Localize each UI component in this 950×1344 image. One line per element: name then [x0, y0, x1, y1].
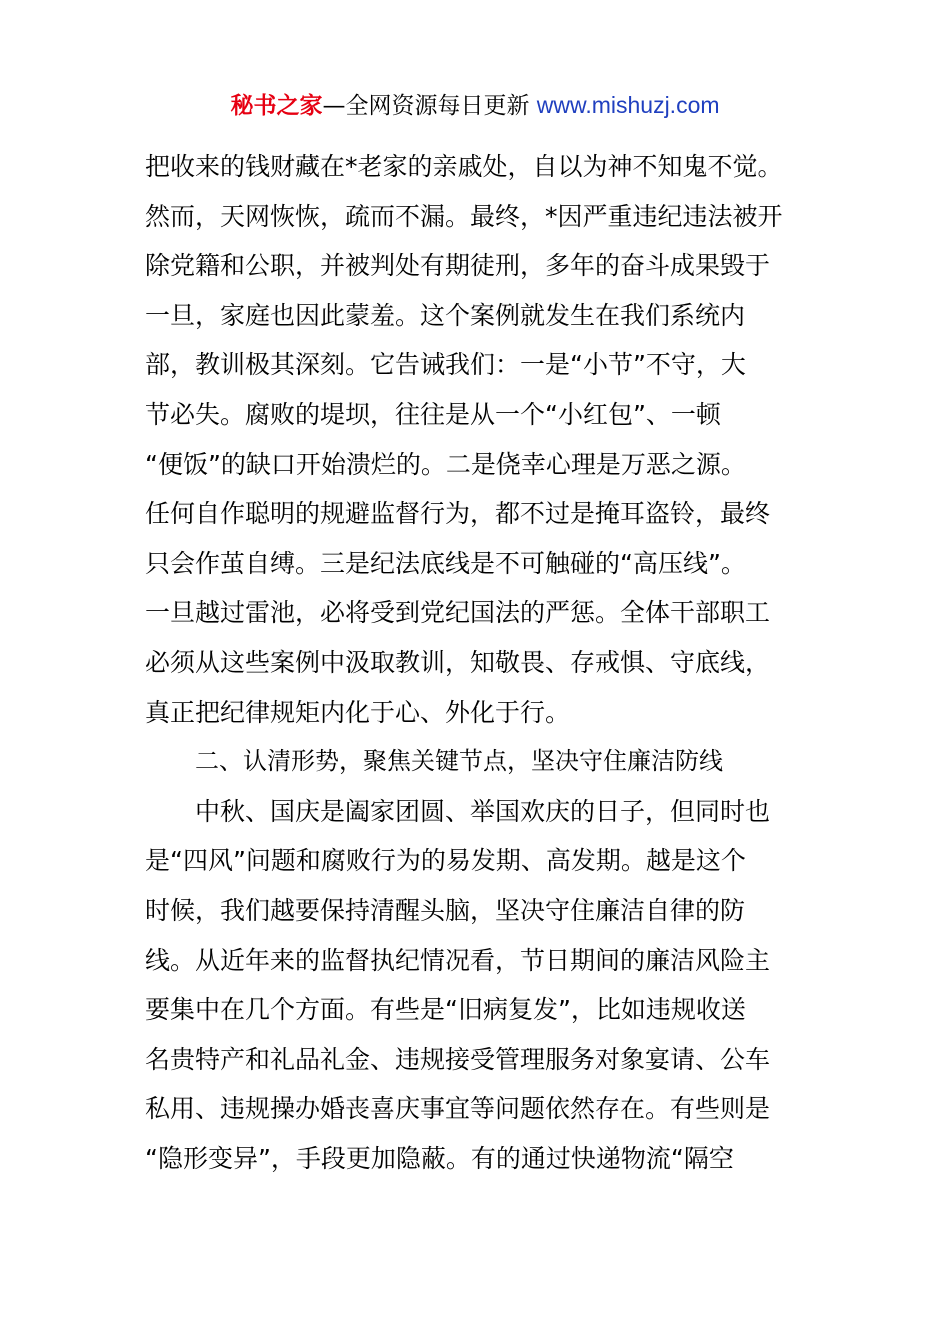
text-line: 是“四风”问题和腐败行为的易发期、高发期。越是这个 — [145, 846, 746, 876]
text-line: 时候，我们越要保持清醒头脑，坚决守住廉洁自律的防 — [145, 895, 746, 925]
text-line: 真正把纪律规矩内化于心、外化于行。 — [145, 697, 571, 727]
text-line: “便饭”的缺口开始溃烂的。二是侥幸心理是万恶之源。 — [145, 449, 746, 479]
text-line: 私用、违规操办婚丧喜庆事宜等问题依然存在。有些则是 — [145, 1094, 771, 1124]
text-line: 部，教训极其深刻。它告诫我们：一是“小节”不守，大 — [145, 350, 746, 380]
site-url-link[interactable]: www.mishuzj.com — [536, 92, 720, 118]
text-line: “隐形变异”，手段更加隐蔽。有的通过快递物流“隔空 — [145, 1143, 734, 1173]
text-line: 一旦，家庭也因此蒙羞。这个案例就发生在我们系统内 — [145, 300, 746, 330]
text-line: 只会作茧自缚。三是纪法底线是不可触碰的“高压线”。 — [145, 548, 746, 578]
document-body — [145, 142, 810, 1183]
text-line: 线。从近年来的监督执纪情况看，节日期间的廉洁风险主 — [145, 945, 771, 975]
paragraph-first-line: 中秋、国庆是阖家团圆、举国欢庆的日子，但同时也 — [195, 796, 771, 826]
site-header — [0, 88, 950, 123]
section-heading: 二、认清形势，聚焦关键节点，坚决守住廉洁防线 — [195, 747, 723, 776]
text-line: 然而，天网恢恢，疏而不漏。最终，*因严重违纪违法被开 — [145, 201, 783, 231]
text-line: 必须从这些案例中汲取教训，知敬畏、存戒惧、守底线， — [145, 647, 771, 677]
text-line: 把收来的钱财藏在*老家的亲戚处，自以为神不知鬼不觉。 — [145, 152, 783, 181]
site-tagline: —全网资源每日更新 — [322, 93, 537, 119]
text-line: 任何自作聪明的规避监督行为，都不过是掩耳盗铃，最终 — [145, 499, 771, 529]
text-line: 一旦越过雷池，必将受到党纪国法的严惩。全体干部职工 — [145, 598, 771, 628]
text-line: 要集中在几个方面。有些是“旧病复发”，比如违规收送 — [145, 995, 746, 1025]
text-line: 名贵特产和礼品礼金、违规接受管理服务对象宴请、公车 — [145, 1044, 771, 1074]
text-line: 除党籍和公职，并被判处有期徒刑，多年的奋斗成果毁于 — [145, 251, 771, 281]
text-line: 节必失。腐败的堤坝，往往是从一个“小红包”、一顿 — [145, 399, 721, 429]
site-brand: 秘书之家 — [230, 93, 323, 119]
